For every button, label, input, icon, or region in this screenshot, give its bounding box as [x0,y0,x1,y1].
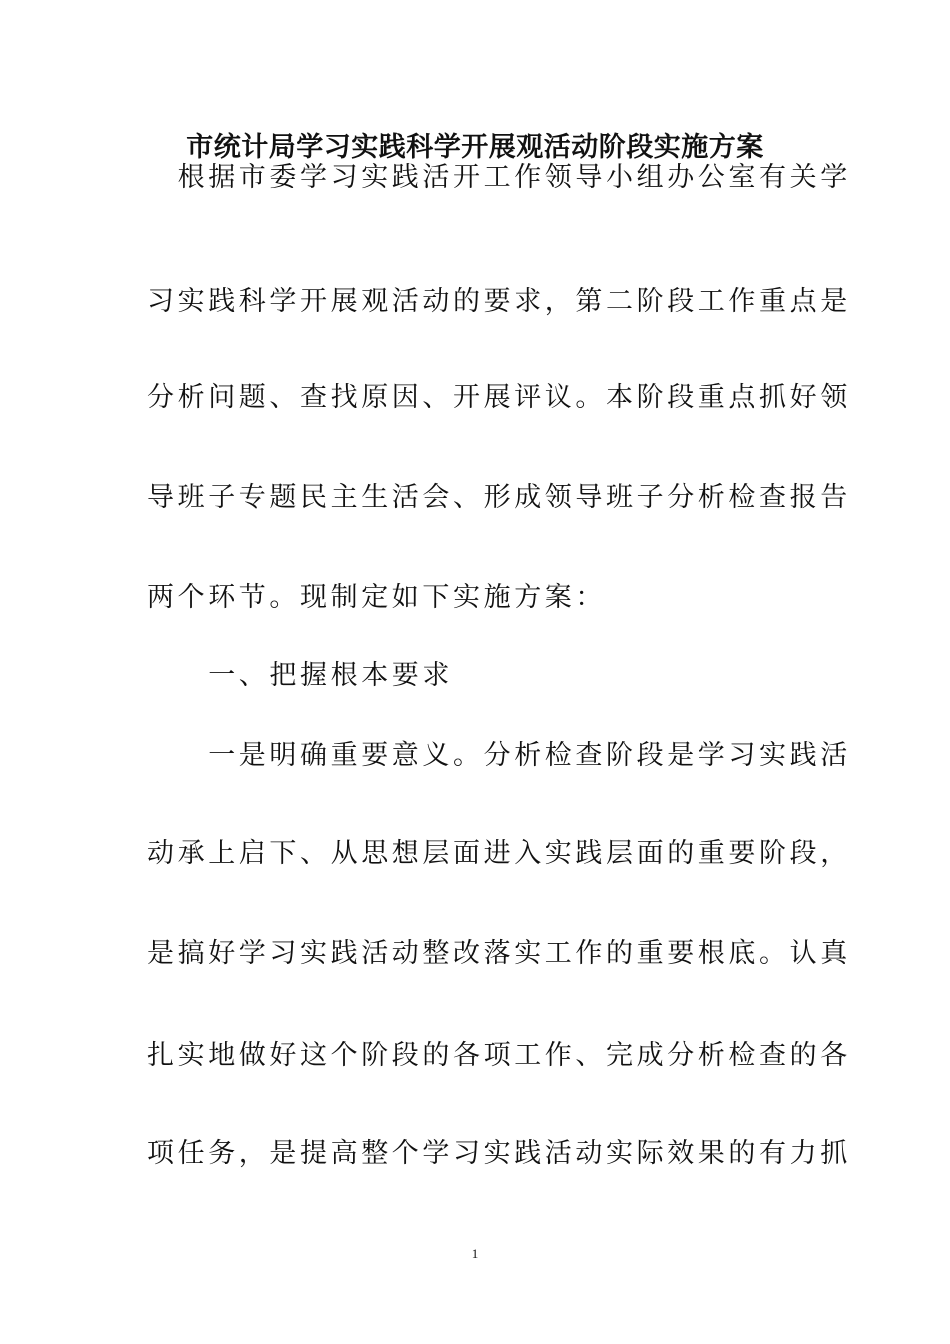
body-line: 动承上启下、从思想层面进入实践层面的重要阶段， [147,838,851,869]
body-line: 根据市委学习实践活开工作领导小组办公室有关学 [147,162,851,193]
body-line: 一是明确重要意义。分析检查阶段是学习实践活 [147,740,851,771]
body-line: 两个环节。现制定如下实施方案： [147,582,606,613]
body-line: 分析问题、查找原因、开展评议。本阶段重点抓好领 [147,382,851,413]
body-line: 项任务，是提高整个学习实践活动实际效果的有力抓 [147,1138,851,1169]
body-line: 是搞好学习实践活动整改落实工作的重要根底。认真 [147,938,851,969]
body-line: 习实践科学开展观活动的要求，第二阶段工作重点是 [147,286,851,317]
body-line: 导班子专题民主生活会、形成领导班子分析检查报告 [147,482,851,513]
document-title: 市统计局学习实践科学开展观活动阶段实施方案 [186,132,764,163]
page-number: 1 [471,1246,479,1261]
body-line: 扎实地做好这个阶段的各项工作、完成分析检查的各 [147,1040,851,1071]
section-heading: 一、把握根本要求 [147,660,453,691]
